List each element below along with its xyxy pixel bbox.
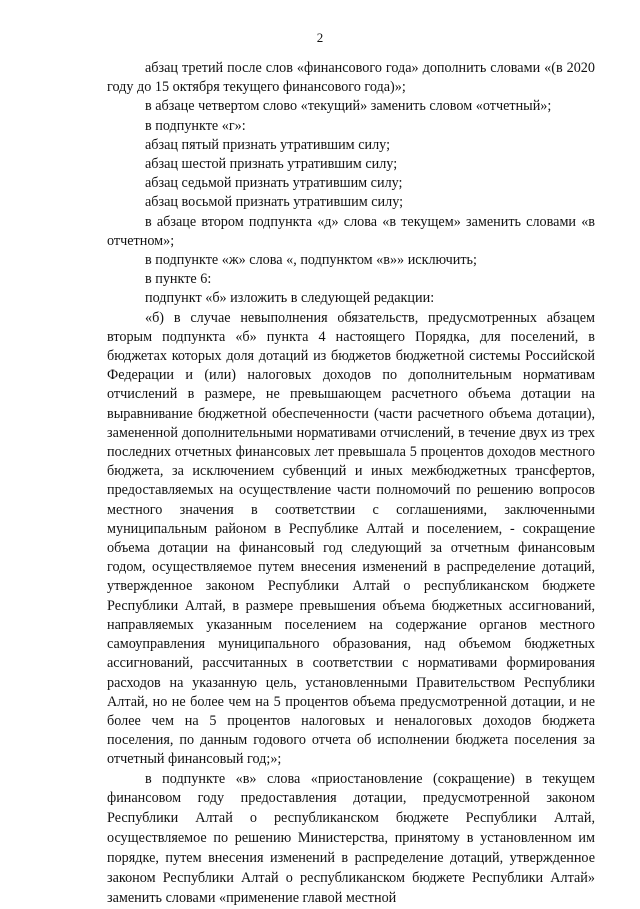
page-number: 2 bbox=[316, 30, 324, 45]
paragraph-6: абзац седьмой признать утратившим силу; bbox=[145, 175, 403, 192]
paragraph-2: в абзаце четвертом слово «текущий» заменить словом «отчетный»; bbox=[145, 98, 552, 115]
paragraph-5: абзац шестой признать утратившим силу; bbox=[145, 156, 398, 173]
paragraph-13: в подпункте «в» слова «приостановление (сокращение) в текущем финансовом году предоставления дотации, предусмотренной законом Республики Алтай о республиканском бюджете Республики Алтай, осуществляемое по решению Министерства, принятому в установленном им порядке, путем внесения изменений в распределение дотаций, утвержденное законом Республики Алтай о республиканском бюджете Республики Алтай» заменить словами «применение главой местной bbox=[107, 770, 595, 906]
paragraph-11: подпункт «б» изложить в следующей редакции: bbox=[145, 290, 435, 307]
paragraph-7: абзац восьмой признать утратившим силу; bbox=[145, 194, 404, 211]
document-body bbox=[107, 59, 595, 909]
paragraph-4: абзац пятый признать утратившим силу; bbox=[145, 136, 391, 153]
paragraph-3: в подпункте «г»: bbox=[145, 117, 246, 134]
paragraph-1: абзац третий после слов «финансового года» дополнить словами «(в 2020 году до 15 октября текущего финансового года)»; bbox=[107, 60, 595, 96]
paragraph-8: в абзаце втором подпункта «д» слова «в текущем» заменить словами «в отчетном»; bbox=[107, 213, 595, 249]
paragraph-12: «б) в случае невыполнения обязательств, предусмотренных абзацем вторым подпункта «б» пункта 4 настоящего Порядка, для поселений, в бюджетах которых доля дотаций из бюджетов бюджетной системы Российской Федерации и (или) налоговых доходов по дополнительным нормативам отчислений в размере, не превышающем расчетного объема дотации на выравнивание бюджетной обеспеченности (части расчетного объема дотации), замененной дополнительными нормативами отчислений, в течение двух из трех последних отчетных финансовых лет превышала 5 процентов доходов местного бюджета, за исключением субвенций и иных межбюджетных трансфертов, предоставляемых на осуществление части полномочий по решению вопросов местного значения в соответствии с соглашениями, заключенными муниципальным районом в Республике Алтай и поселением, - сокращение объема дотации на финансовый год следующий за отчетным финансовым годом, осуществляемое путем внесения изменений в распределение дотаций, утвержденное законом Республики Алтай о республиканском бюджете Республики Алтай, в размере превышения объема бюджетных ассигнований, направляемых указанным поселением на содержание органов местного самоуправления муниципального образования, над объемом бюджетных ассигнований, рассчитанных в соответствии с нормативами формирования расходов на указанную цель, установленными Правительством Республики Алтай, но не более чем на 5 процентов объема предусмотренной дотации, и не более чем на 5 процентов налоговых и неналоговых доходов бюджета поселения, по данным годового отчета об исполнении бюджета поселения за отчетный финансовый год;»; bbox=[107, 309, 595, 768]
paragraph-10: в пункте 6: bbox=[145, 271, 212, 288]
paragraph-9: в подпункте «ж» слова «, подпунктом «в»» исключить; bbox=[145, 252, 477, 269]
